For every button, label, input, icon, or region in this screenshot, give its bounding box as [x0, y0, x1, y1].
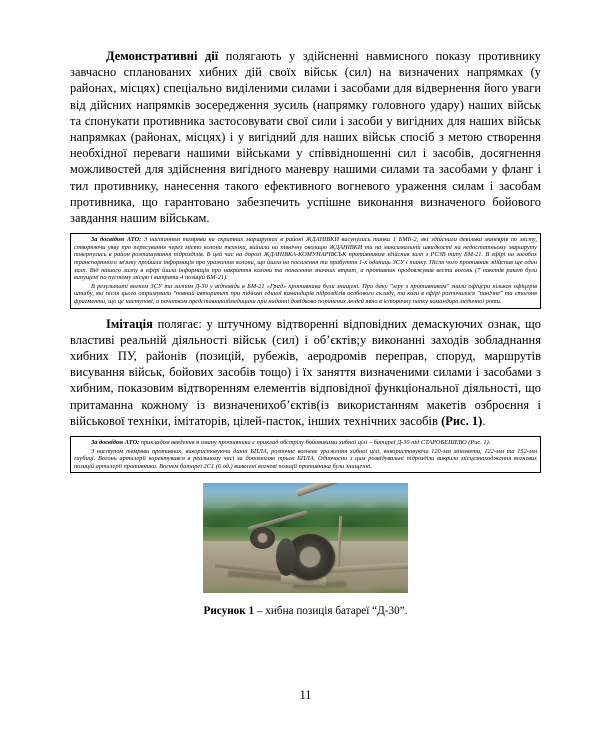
paragraph-demonstrative-body: полягають у здійсненні навмисного показу противнику завчасно спланованих хибних дій своїх військ (сил) на визначених напрямках (у районах, місцях) спеціально виділеними силами і засобами для відвернення його уваги від дійсних напрямків зосередження зусиль (напрямку головного удару) наших військ та спонукати противника застосовувати свої сили і засоби у вигідних для наших військ напрямках (районах, місцях) і у вигідний для наших військ спосіб з метою створення необхідної переваги нашими військами у співвідношенні сил і засобів, досягнення можливостей для здійснення вигідного маневру нашими силами та засобами у фланг і тил противнику, нанесення такого ефективного вогневого ураження силам і засобам противника, що гарантовано забезпечить успішне виконання визначеного бойового завдання нашим військам.: [70, 49, 541, 226]
note-box-1-paragraph-1: [74, 236, 537, 282]
note-box-1-paragraph-2: [74, 283, 537, 306]
page-number: 11: [299, 688, 312, 702]
figure-reference: (Рис. 1): [441, 413, 483, 428]
figure-block: [70, 483, 541, 618]
note-box-ato-experience-2: [70, 436, 541, 473]
note-box-1-lead: За досвідом АТО:: [91, 236, 142, 244]
false-artillery-position-photo: [203, 483, 408, 593]
spacer-after-note-1: [70, 309, 541, 316]
note-box-2-text-2: З наступом темряви противник, використовуючи данні БПЛА, розпочне вогневе ураження хибної цілі, використовуючи 120-мм міномети, 122-мм та 152-мм гаубиці. Вогонь артилерії коректувався в реальному часі за допомогою трьох БПЛА. Одночасно з цим розвідувальні підрозділи викрили місцезнаходження вогневих позицій артилерії противника. Вогнем батареї 2С1 (6 од.) виявлені вогневі позиції противника були знищенні.: [74, 447, 537, 470]
note-box-1-text-1: З настанням темряви на скритних маршрутах в районі ЖДАНІВКИ висунулись танки 1 БМБ-2, які здійснили декілька маневрів по місту, створюючи уяву про пересування через місто колони техніки, вийшли на північну околицю ЖДАНІВКИ та на максимальній швидкості на недостатньому маршруту повернулись в район розташування підрозділів. В цей час на дорозі ЖДАНІВКА-КОМУНАРІВСЬК противником здійснив залп з РСЗВ типу БМ-21. В ефірі на засобах транспортного зв'язку пройшла інформація про ураження колони, що йшла на посилення та прибуття 1-х одиниць ЗСУ і танку. Після чого противник здійснив ще один залп. Від нашого залпу в ефірі йшла інформація про накриття колони та понесення значних втрат, а противник продовжував вести вогонь (7 пакетів ракет були випущені по пустому місцю і витрати 4 позицій БМ-21).: [74, 236, 537, 282]
note-box-2-lead: За досвідом АТО:: [91, 439, 140, 446]
paragraph-demonstrative-lead: Демонстративні дії: [106, 49, 219, 63]
note-box-2-text-1: прикладом введення в оману противника є приклад обстрілу бойовиками хибної цілі – батареї Д-30 під СТАРОБЕШЕВО (Рис. 1).: [139, 439, 491, 446]
figure-caption-text: – хибна позиція батареї “Д-30”.: [254, 605, 408, 618]
figure-caption: [70, 604, 541, 618]
paragraph-imitation: [70, 316, 541, 429]
paragraph-demonstrative-actions: [70, 48, 541, 226]
figure-caption-lead: Рисунок 1: [203, 605, 255, 618]
paragraph-imitation-body: полягає: у штучному відтворенні відповідних демаскуючих ознак, що властиві реальній діяльності військ (сил) і об’єктів;у виконанні заходів зобладнання хибних ПУ, районів (позицій, рубежів, аеродромів переправ, споруд, маршрутів висування військ, бойових засобів тощо) і їх заняття визначеними силами і засобами з хибним, показовим відтворенням елементів відповідної функціональної діяльності, що притаманна кожному із визначенихоб’єктів(із використанням макетів озброєння і військової техніки, імітаторів, цілей-пасток, інших технічних засобів: [70, 316, 541, 428]
photo-decoy-tire-near: [285, 534, 335, 580]
note-box-ato-experience-1: [70, 233, 541, 308]
paragraph-imitation-lead: Імітація: [106, 316, 153, 331]
paragraph-imitation-tail: .: [482, 413, 486, 428]
note-box-1-text-2: В результаті вогнем ЗСУ та залпом Д-30 у відповідь в БМ-21 «Град» противника були знищені. Про даку "згру з противником" знали офіцери кількох офіцерів штабу, які після цього отримували "повний авторитет при підйомі єдиної командирів підрозділів особового складу, та коли в ефірі розпочалося "панічне" та стогоня фрагменти, що це наступові, а початком представникибмедицини при наданні довідково поранених людей явно в історичну папку командира медичної роти.: [74, 282, 537, 305]
note-box-2-paragraph-2: [74, 448, 537, 471]
note-box-2-paragraph-1: [74, 439, 537, 447]
